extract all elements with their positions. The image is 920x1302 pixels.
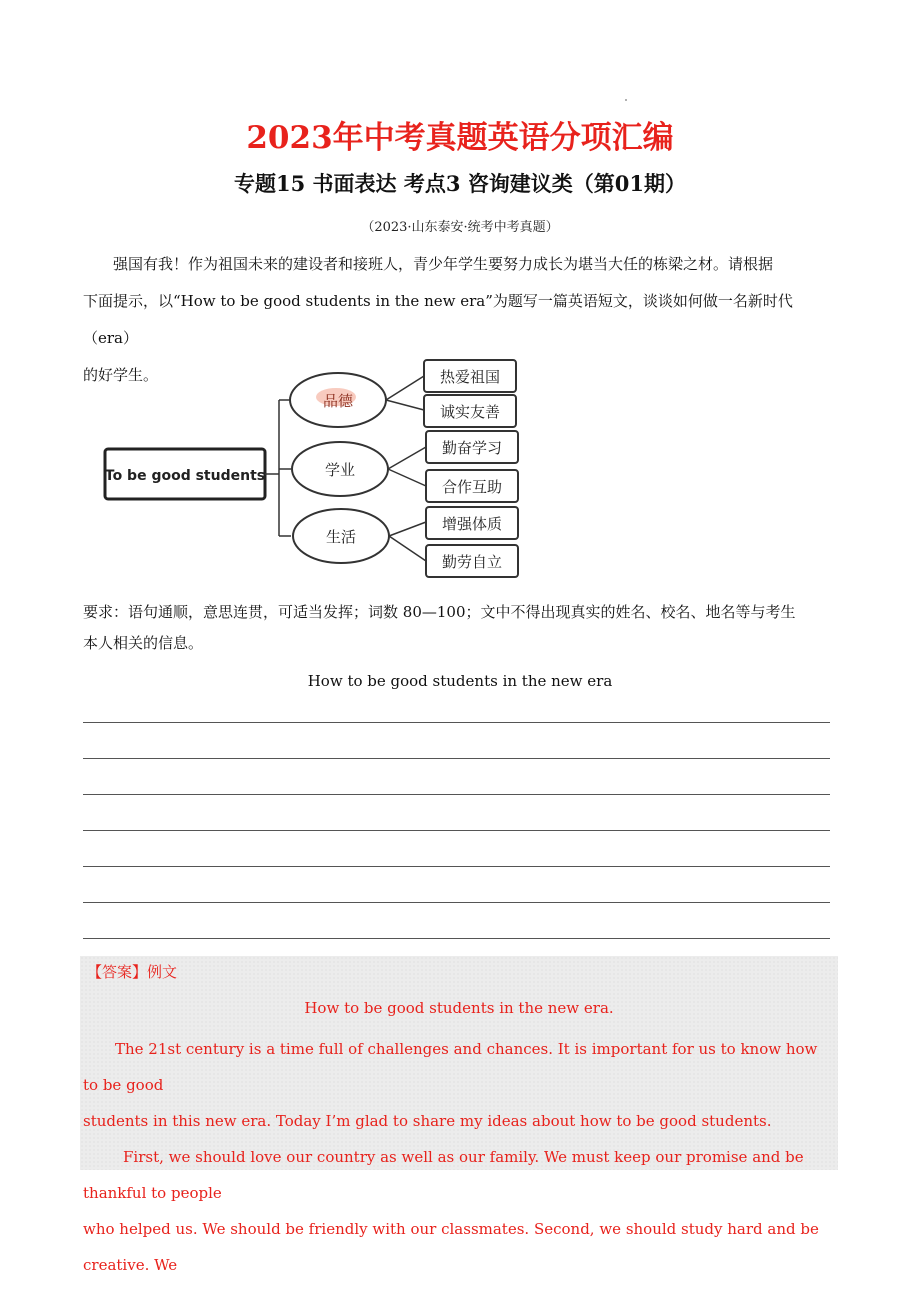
speck <box>625 99 627 101</box>
essay-title: How to be good students in the new era <box>307 672 613 690</box>
question-source: （2023·山东泰安·统考中考真题） <box>361 220 559 235</box>
writing-line <box>83 722 830 723</box>
writing-line <box>83 830 830 831</box>
mindmap-leaf-label: 增强体质 <box>441 515 503 533</box>
page-subtitle: 专题15 书面表达 考点3 咨询建议类（第01期） <box>234 171 686 196</box>
writing-line <box>83 902 830 903</box>
requirements-line-1: 要求：语句通顺，意思连贯，可适当发挥；词数 80—100；文中不得出现真实的姓名、校名、地名等与考生 <box>83 603 796 621</box>
answer-label: 【答案】例文 <box>87 963 178 981</box>
writing-requirements <box>83 597 838 659</box>
mind-map <box>83 352 533 584</box>
answer-line: The 21st century is a time full of challenges and chances. It is important for us to know how to be good <box>83 1040 818 1094</box>
answer-line: First, we should love our country as well as our family. We must keep our promise and be thankful to people <box>83 1148 804 1202</box>
answer-section <box>80 956 838 1274</box>
mindmap-leaf-label: 合作互助 <box>441 478 503 496</box>
prompt-line-2: 下面提示，以“How to be good students in the new era”为题写一篇英语短文，谈谈如何做一名新时代（era） <box>83 292 793 347</box>
mindmap-branch-label-life: 生活 <box>325 528 357 546</box>
answer-essay-title: How to be good students in the new era. <box>304 999 614 1017</box>
writing-line <box>83 794 830 795</box>
answer-writing-lines <box>83 722 830 974</box>
mindmap-leaf-label: 热爱祖国 <box>439 368 501 386</box>
writing-line <box>83 758 830 759</box>
prompt-line-3: 的好学生。 <box>83 366 159 384</box>
mindmap-branch-label-morality: 品德 <box>322 392 354 410</box>
page-title: 2023年中考真题英语分项汇编 <box>246 120 674 156</box>
answer-line: students in this new era. Today I’m glad to share my ideas about how to be good students. <box>83 1112 772 1130</box>
requirements-line-2: 本人相关的信息。 <box>83 634 204 652</box>
mindmap-leaf-label: 勤奋学习 <box>441 439 503 457</box>
answer-line: who helped us. We should be friendly with our classmates. Second, we should study hard and be creative. We <box>83 1220 819 1274</box>
mindmap-leaf-label: 勤劳自立 <box>441 553 503 571</box>
mindmap-root-label: To be good students <box>104 468 266 484</box>
writing-line <box>83 938 830 939</box>
answer-essay-body <box>83 1031 835 1283</box>
mindmap-branch-label-study: 学业 <box>324 461 356 479</box>
writing-line <box>83 866 830 867</box>
mindmap-leaf-label: 诚实友善 <box>439 403 501 421</box>
prompt-line-1: 强国有我！作为祖国未来的建设者和接班人，青少年学生要努力成长为堪当大任的栋梁之材。请根据 <box>113 255 774 273</box>
